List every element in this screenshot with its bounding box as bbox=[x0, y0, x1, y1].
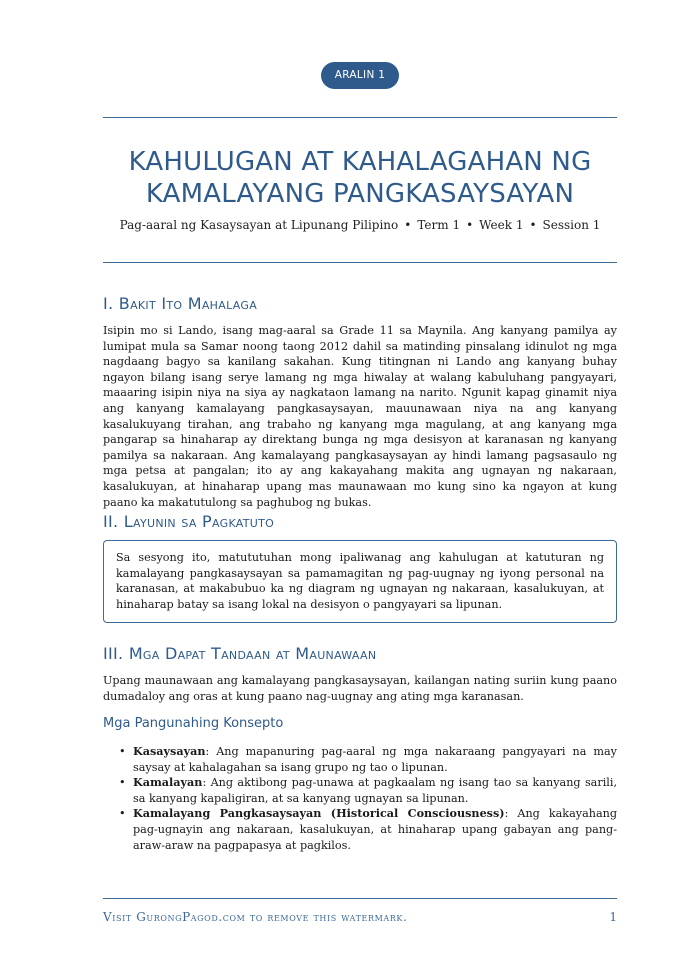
concept-term: Kamalayan bbox=[133, 775, 203, 790]
footer-divider bbox=[103, 898, 617, 899]
title-line-1: KAHULUGAN AT KAHALAGAHAN NG bbox=[128, 147, 592, 177]
section-3-intro: Upang maunawaan ang kamalayang pangkasaysayan, kailangan nating suriin kung paano dumadaloy ang oras at kung paano nag-uugnay ang ating mga karanasan. bbox=[103, 674, 617, 703]
section-1-body: Isipin mo si Lando, isang mag-aaral sa Grade 11 sa Maynila. Ang kanyang pamilya ay lumipat mula sa Samar noong taong 2012 dahil sa matinding pinsalang idinulot ng mga nagdaang bagyo sa kanilang sakahan. Kung titingnan ni Lando ang kanyang buhay ngayon bilang isang serye lamang ng mga hiwalay at walang kabuluhang pangyayari, maaaring isipin niya na siya ay nagkataon lamang na narito. Ngunit kapag ginamit niya ang kanyang kamalayang pangkasaysayan, mauunawaan niya na ang kanyang kasalukuyang tirahan, ang trabaho ng kanyang mga magulang, at ang kanyang mga pangarap sa hinaharap ay direktang bunga ng mga desisyon at karanasan ng kanyang pamilya sa nakaraan. Ang kamalayang pangkasaysayan ay hindi lamang pagsasaulo ng mga petsa at pangalan; ito ay ang kakayahang makita ang ugnayan ng nakaraan, kasalukuyan, at hinaharap upang mas maunawaan mo kung sino ka ngayon at kung paano ka makatutulong sa paghubog ng bukas. bbox=[103, 324, 617, 509]
page-title bbox=[103, 146, 617, 210]
concept-definition: : Ang mapanuring pag-aaral ng mga nakaraang pangyayari na may saysay at kahalagahan sa isang grupo ng tao o lipunan. bbox=[133, 745, 617, 774]
subtitle-week: Week 1 bbox=[479, 218, 524, 232]
watermark-link[interactable]: Visit GurongPagod.com to remove this watermark. bbox=[103, 910, 408, 924]
subtitle-separator: • bbox=[466, 218, 474, 232]
subtitle-session: Session 1 bbox=[542, 218, 601, 232]
title-line-2: KAMALAYANG PANGKASAYSAYAN bbox=[145, 179, 575, 209]
concept-definition: : Ang kakayahang pag-ugnayin ang nakaraan, kasalukuyan, at hinaharap upang gabayan ang pang-araw-araw na pagpapasya at pagkilos. bbox=[133, 807, 617, 852]
page-number: 1 bbox=[609, 910, 617, 924]
lesson-badge: ARALIN 1 bbox=[321, 62, 399, 89]
document-page bbox=[103, 0, 617, 960]
top-divider bbox=[103, 117, 617, 118]
subtitle-separator: • bbox=[404, 218, 412, 232]
subtitle-course: Pag-aaral ng Kasaysayan at Lipunang Pilipino bbox=[119, 218, 399, 232]
concept-term: Kasaysayan bbox=[133, 744, 206, 758]
concept-definition: : Ang aktibong pag-unawa at pagkaalam ng isang tao sa kanyang sarili, sa kanyang kapaligiran, at sa kanyang ugnayan sa lipunan. bbox=[133, 776, 617, 805]
concepts-subheading: Mga Pangunahing Konsepto bbox=[103, 716, 284, 731]
header-divider bbox=[103, 262, 617, 263]
list-item bbox=[133, 775, 617, 806]
concept-term: Kamalayang Pangkasaysayan (Historical Consciousness) bbox=[133, 806, 505, 821]
subtitle-term: Term 1 bbox=[417, 218, 461, 232]
subtitle-separator: • bbox=[529, 218, 537, 232]
section-heading-2: II. Layunin sa Pagkatuto bbox=[103, 512, 275, 531]
page-subtitle bbox=[103, 218, 617, 232]
section-heading-3: III. Mga Dapat Tandaan at Maunawaan bbox=[103, 644, 377, 663]
learning-objective-text: Sa sesyong ito, matututuhan mong ipaliwanag ang kahulugan at katuturan ng kamalayang pangkasaysayan sa pamamagitan ng pag-uugnay ng iyong personal na karanasan, at makabubuo ka ng diagram ng ugnayan ng nakaraan, kasalukuyan, at hinaharap batay sa isang lokal na desisyon o pangyayari sa lipunan. bbox=[116, 551, 604, 611]
learning-objective-box bbox=[103, 540, 617, 623]
concepts-list bbox=[103, 744, 617, 853]
list-item bbox=[133, 744, 617, 775]
list-item bbox=[133, 806, 617, 853]
section-heading-1: I. Bakit Ito Mahalaga bbox=[103, 294, 258, 313]
lesson-badge-wrap bbox=[103, 62, 617, 89]
